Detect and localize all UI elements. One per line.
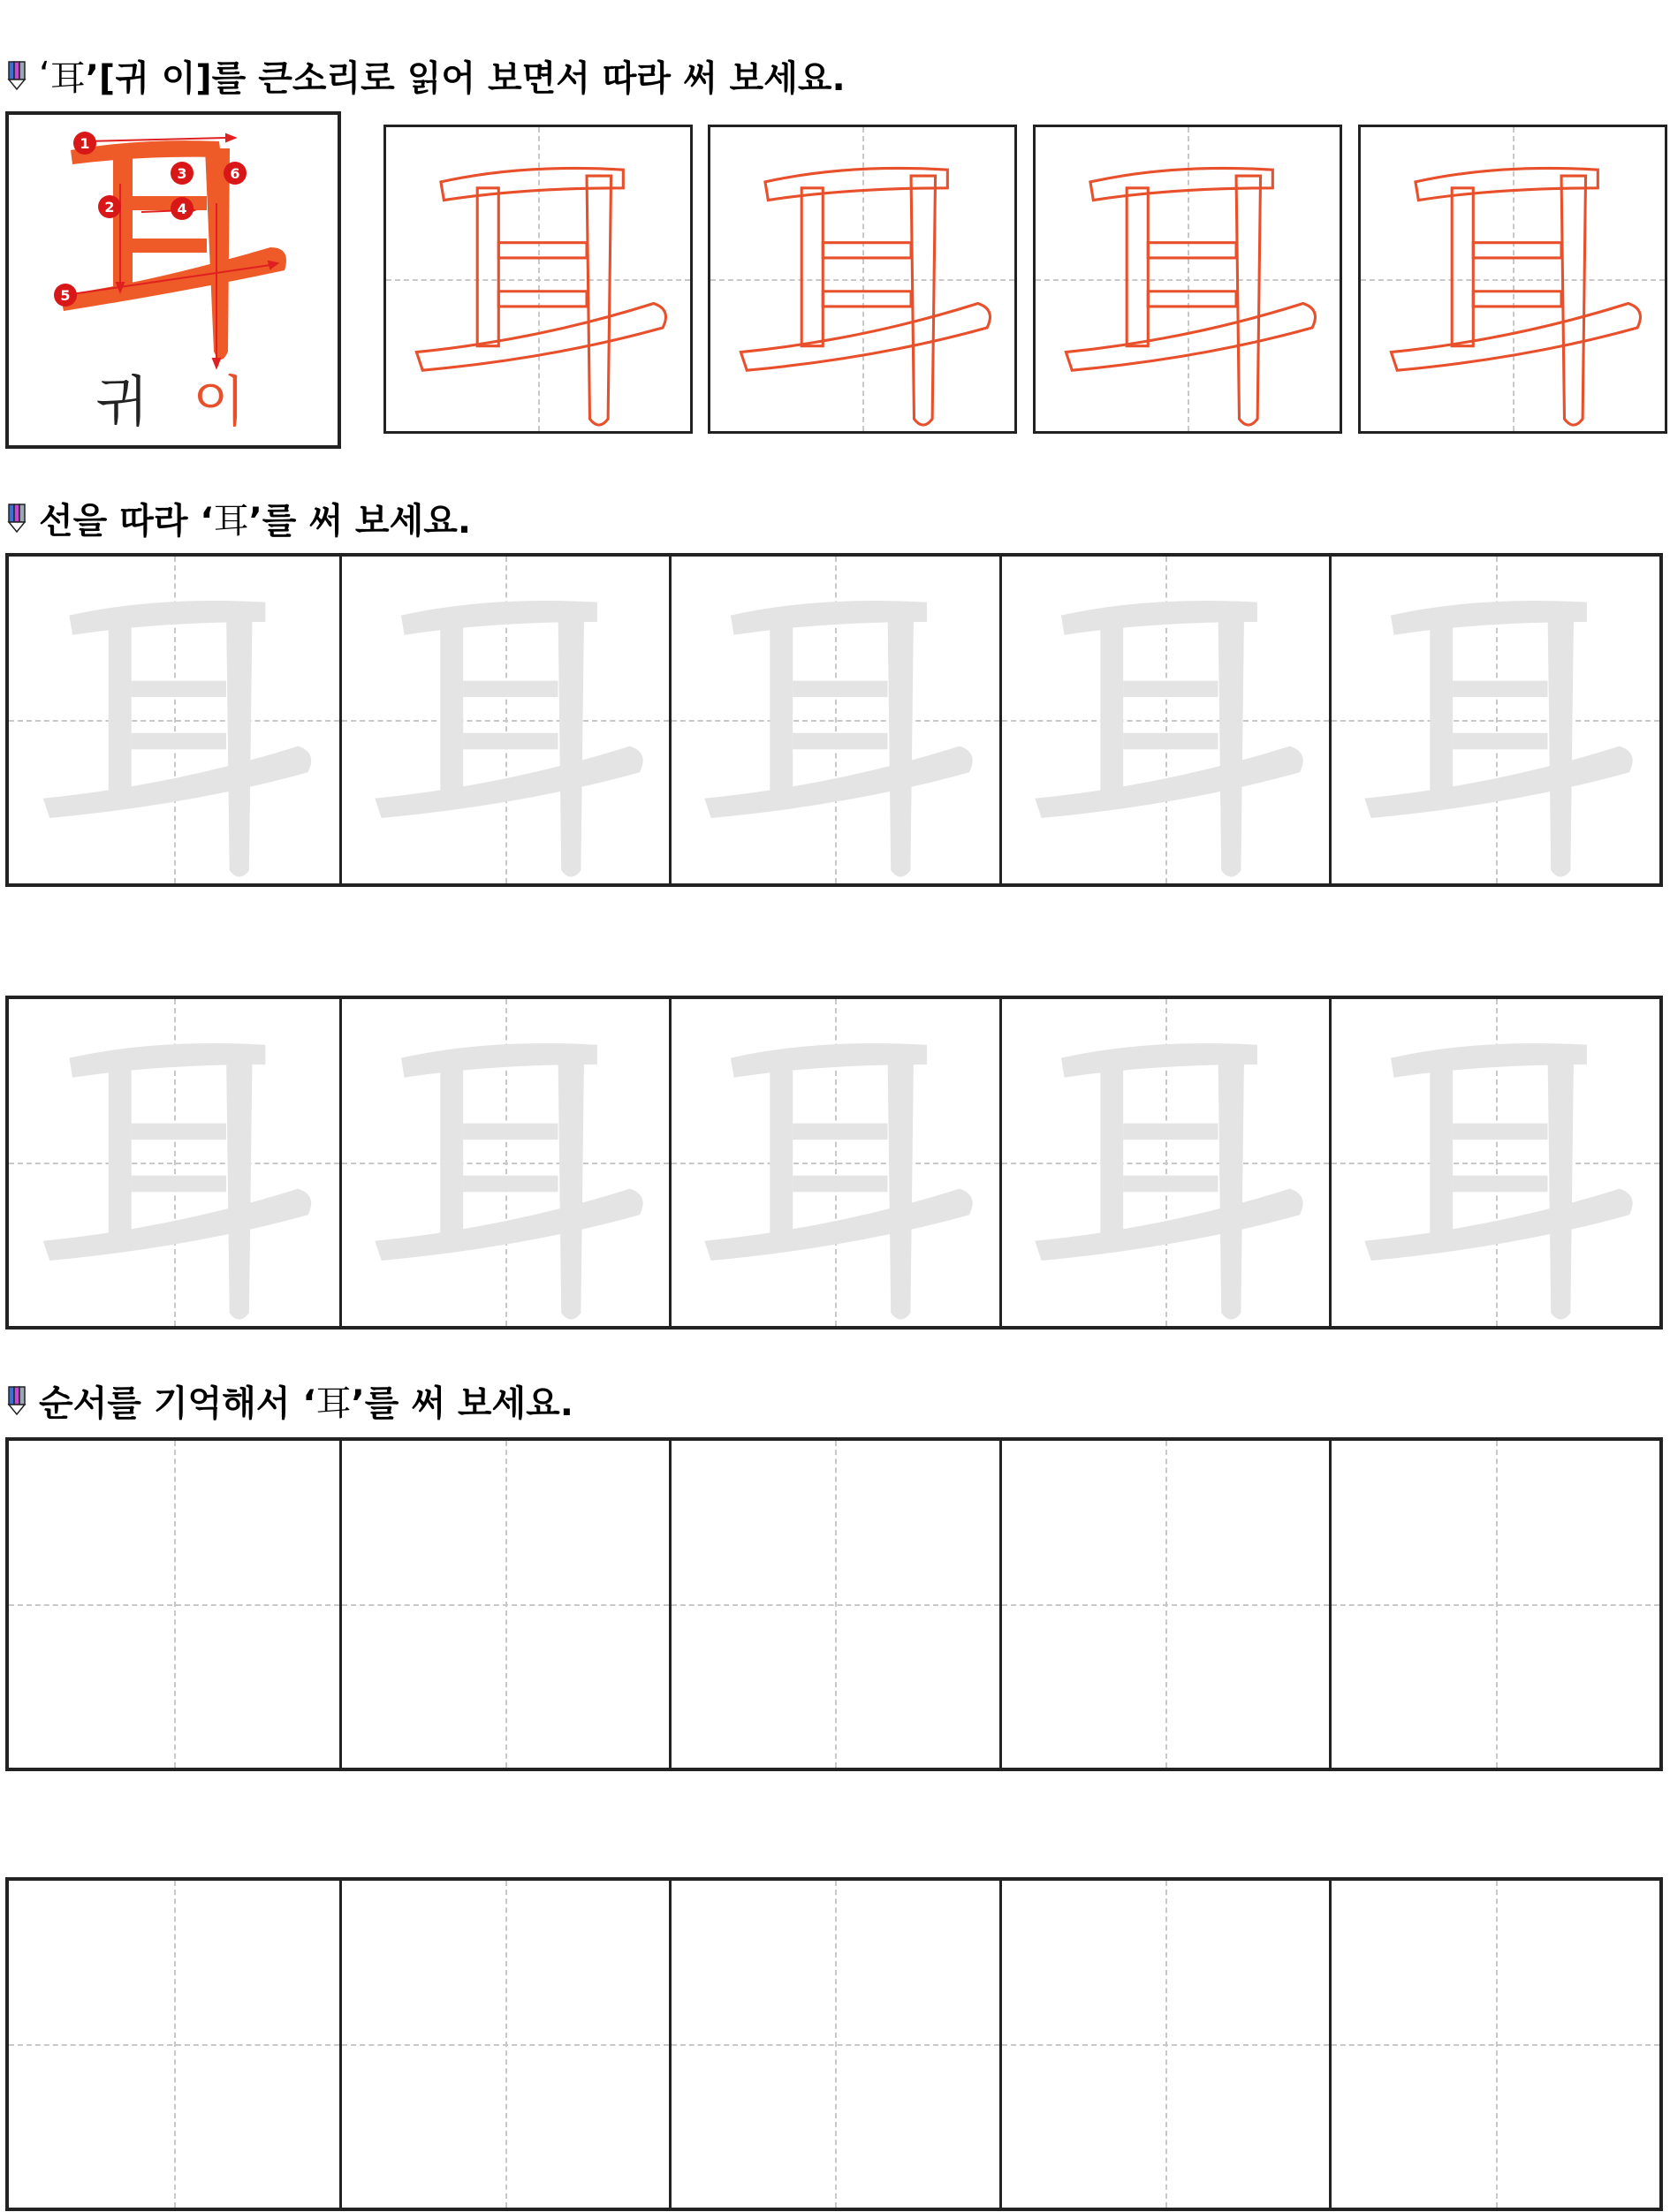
- character-stroke-faded: [132, 733, 226, 750]
- stroke-number: 2: [104, 199, 115, 216]
- outline-practice-box[interactable]: [1033, 125, 1342, 434]
- outline-practice-box[interactable]: [383, 125, 693, 434]
- character-stroke-outline: [1148, 292, 1236, 307]
- character-stroke-faded: [132, 681, 226, 698]
- outlined-character: [1036, 127, 1340, 431]
- character-stroke-faded: [440, 1064, 463, 1234]
- character-stroke-faded: [1431, 622, 1454, 792]
- stroke-number: 6: [230, 165, 240, 182]
- guide-line: [505, 1881, 507, 2208]
- trace-cell[interactable]: [999, 557, 1330, 883]
- faded-character: [342, 999, 670, 1326]
- faded-character: [9, 557, 339, 883]
- character-stroke-faded: [132, 1124, 226, 1140]
- guide-line: [835, 1441, 837, 1768]
- trace-cell[interactable]: [1329, 999, 1659, 1326]
- character-stroke-faded: [704, 746, 972, 818]
- writing-cell[interactable]: [669, 1441, 999, 1768]
- trace-cell[interactable]: [669, 999, 999, 1326]
- character-stroke-faded: [43, 746, 311, 818]
- character-stroke-faded: [1100, 622, 1123, 792]
- trace-row: [5, 553, 1663, 887]
- heading-prefix: ‘: [39, 55, 50, 95]
- guide-line: [835, 1881, 837, 2208]
- character-stroke-faded: [1454, 1124, 1548, 1140]
- guide-line: [505, 1441, 507, 1768]
- faded-character: [672, 999, 999, 1326]
- character-stroke-outline: [801, 188, 823, 346]
- character-stroke-faded: [1548, 609, 1575, 876]
- heading-prefix: 순서를 기억해서 ‘: [39, 1382, 316, 1424]
- heading-suffix: ’를 써 보세요.: [351, 1382, 573, 1424]
- character-stroke-outline: [1127, 188, 1148, 346]
- writing-cell[interactable]: [9, 1881, 339, 2208]
- character-stroke-faded: [704, 1189, 972, 1261]
- character-stroke-faded: [770, 1064, 793, 1234]
- writing-cell[interactable]: [1329, 1881, 1659, 2208]
- stroke-number: 1: [80, 135, 90, 152]
- trace-row: [5, 996, 1663, 1329]
- character-stroke-faded: [1123, 1124, 1218, 1140]
- character-stroke-faded: [888, 609, 915, 876]
- character-stroke-outline: [1148, 243, 1236, 258]
- faded-character: [1002, 999, 1330, 1326]
- character-stroke-outline: [911, 176, 936, 425]
- character-stroke-outline: [823, 292, 911, 307]
- character-stroke-outline: [1473, 292, 1561, 307]
- character-stroke-faded: [1365, 746, 1633, 818]
- guide-line: [1165, 1441, 1167, 1768]
- heading-suffix: ’[귀 이]를 큰소리로 읽어 보면서 따라 써 보세요.: [85, 57, 846, 99]
- pencil-icon: [7, 503, 27, 533]
- character-stroke-faded: [463, 1124, 558, 1140]
- character-stroke-faded: [793, 733, 887, 750]
- outlined-character: [386, 127, 690, 431]
- character-stroke-outline: [1416, 168, 1598, 200]
- character-stroke-outline: [1452, 188, 1473, 346]
- faded-character: [672, 557, 999, 883]
- character-stroke-outline: [498, 243, 587, 258]
- meaning-text: 귀: [95, 369, 154, 434]
- pencil-icon: [7, 1385, 27, 1415]
- character-stroke-faded: [43, 1189, 311, 1261]
- outline-practice-box[interactable]: [708, 125, 1017, 434]
- guide-line: [1496, 1881, 1498, 2208]
- example-box: [5, 111, 341, 449]
- writing-cell[interactable]: [9, 1441, 339, 1768]
- character-reading: [9, 358, 338, 436]
- stroke-number: 5: [60, 287, 71, 304]
- trace-cell[interactable]: [339, 999, 670, 1326]
- guide-line: [174, 1441, 176, 1768]
- guide-line: [1165, 1881, 1167, 2208]
- trace-cell[interactable]: [339, 557, 670, 883]
- guide-line: [174, 1881, 176, 2208]
- character-stroke-faded: [793, 1124, 887, 1140]
- character-stroke-outline: [441, 168, 623, 200]
- pencil-icon: [7, 60, 27, 90]
- character-stroke-faded: [1035, 1189, 1302, 1261]
- character-stroke-faded: [1035, 746, 1302, 818]
- heading-hanja: 耳: [315, 1382, 352, 1424]
- character-stroke-outline: [498, 292, 587, 307]
- character-stroke-outline: [765, 168, 947, 200]
- stroke-number: 3: [177, 165, 187, 182]
- character-stroke-faded: [1218, 1051, 1244, 1319]
- writing-cell[interactable]: [999, 1441, 1330, 1768]
- trace-cell[interactable]: [1329, 557, 1659, 883]
- outline-practice-box[interactable]: [1358, 125, 1667, 434]
- character-stroke-outline: [1473, 243, 1561, 258]
- writing-cell[interactable]: [339, 1441, 670, 1768]
- character-stroke-faded: [770, 622, 793, 792]
- character-stroke-faded: [463, 733, 558, 750]
- character-stroke-faded: [226, 1051, 253, 1319]
- character-stroke-faded: [463, 681, 558, 698]
- section-1-heading: [7, 49, 846, 102]
- writing-cell[interactable]: [1329, 1441, 1659, 1768]
- character-stroke-outline: [477, 188, 498, 346]
- character-stroke-faded: [375, 1189, 642, 1261]
- writing-cell[interactable]: [669, 1881, 999, 2208]
- character-stroke-faded: [558, 1051, 584, 1319]
- character-stroke-outline: [1090, 168, 1272, 200]
- character-stroke-outline: [587, 176, 611, 425]
- writing-cell[interactable]: [339, 1881, 670, 2208]
- faded-character: [342, 557, 670, 883]
- character-stroke-faded: [1365, 1189, 1633, 1261]
- character-stroke-faded: [1100, 1064, 1123, 1234]
- stroke-number: 4: [177, 201, 187, 217]
- writing-cell[interactable]: [999, 1881, 1330, 2208]
- character-stroke-faded: [1123, 733, 1218, 750]
- character-stroke-outline: [1236, 176, 1261, 425]
- faded-character: [1332, 557, 1659, 883]
- character-stroke-outline: [1561, 176, 1586, 425]
- outlined-character: [710, 127, 1014, 431]
- heading-hanja: 耳: [213, 500, 249, 542]
- trace-cell[interactable]: [999, 999, 1330, 1326]
- character-stroke-faded: [1123, 1176, 1218, 1193]
- trace-cell[interactable]: [9, 557, 339, 883]
- trace-cell[interactable]: [669, 557, 999, 883]
- character-stroke-outline: [1066, 304, 1315, 371]
- character-stroke-faded: [463, 1176, 558, 1193]
- character-stroke-faded: [793, 681, 887, 698]
- character-stroke-faded: [375, 746, 642, 818]
- character-stroke-outline: [416, 304, 665, 371]
- character-stroke-faded: [109, 622, 132, 792]
- faded-character: [1332, 999, 1659, 1326]
- character-stroke-faded: [888, 1051, 915, 1319]
- character-stroke-faded: [440, 622, 463, 792]
- character-stroke-faded: [1431, 1064, 1454, 1234]
- character-stroke-outline: [740, 304, 990, 371]
- faded-character: [9, 999, 339, 1326]
- faded-character: [1002, 557, 1330, 883]
- section-2-heading: [7, 491, 471, 544]
- guide-line: [1496, 1441, 1498, 1768]
- sound-text: 이: [193, 369, 251, 434]
- blank-row: [5, 1437, 1663, 1771]
- character-stroke-faded: [132, 1176, 226, 1193]
- character-stroke-faded: [1454, 733, 1548, 750]
- character-stroke-outline: [823, 243, 911, 258]
- heading-hanja: 耳: [49, 57, 86, 99]
- character-stroke-faded: [1548, 1051, 1575, 1319]
- heading-prefix: 선을 따라 ‘: [39, 500, 214, 542]
- character-stroke-faded: [793, 1176, 887, 1193]
- character-stroke-faded: [558, 609, 584, 876]
- character-stroke-faded: [1218, 609, 1244, 876]
- blank-row: [5, 1877, 1663, 2211]
- outlined-character: [1361, 127, 1665, 431]
- character-stroke-faded: [226, 609, 253, 876]
- trace-cell[interactable]: [9, 999, 339, 1326]
- character-stroke-faded: [1454, 681, 1548, 698]
- section-3-heading: [7, 1374, 573, 1427]
- character-stroke-faded: [1123, 681, 1218, 698]
- character-stroke-faded: [1454, 1176, 1548, 1193]
- character-stroke-outline: [1391, 304, 1640, 371]
- heading-suffix: ’를 써 보세요.: [248, 500, 472, 542]
- character-stroke-faded: [109, 1064, 132, 1234]
